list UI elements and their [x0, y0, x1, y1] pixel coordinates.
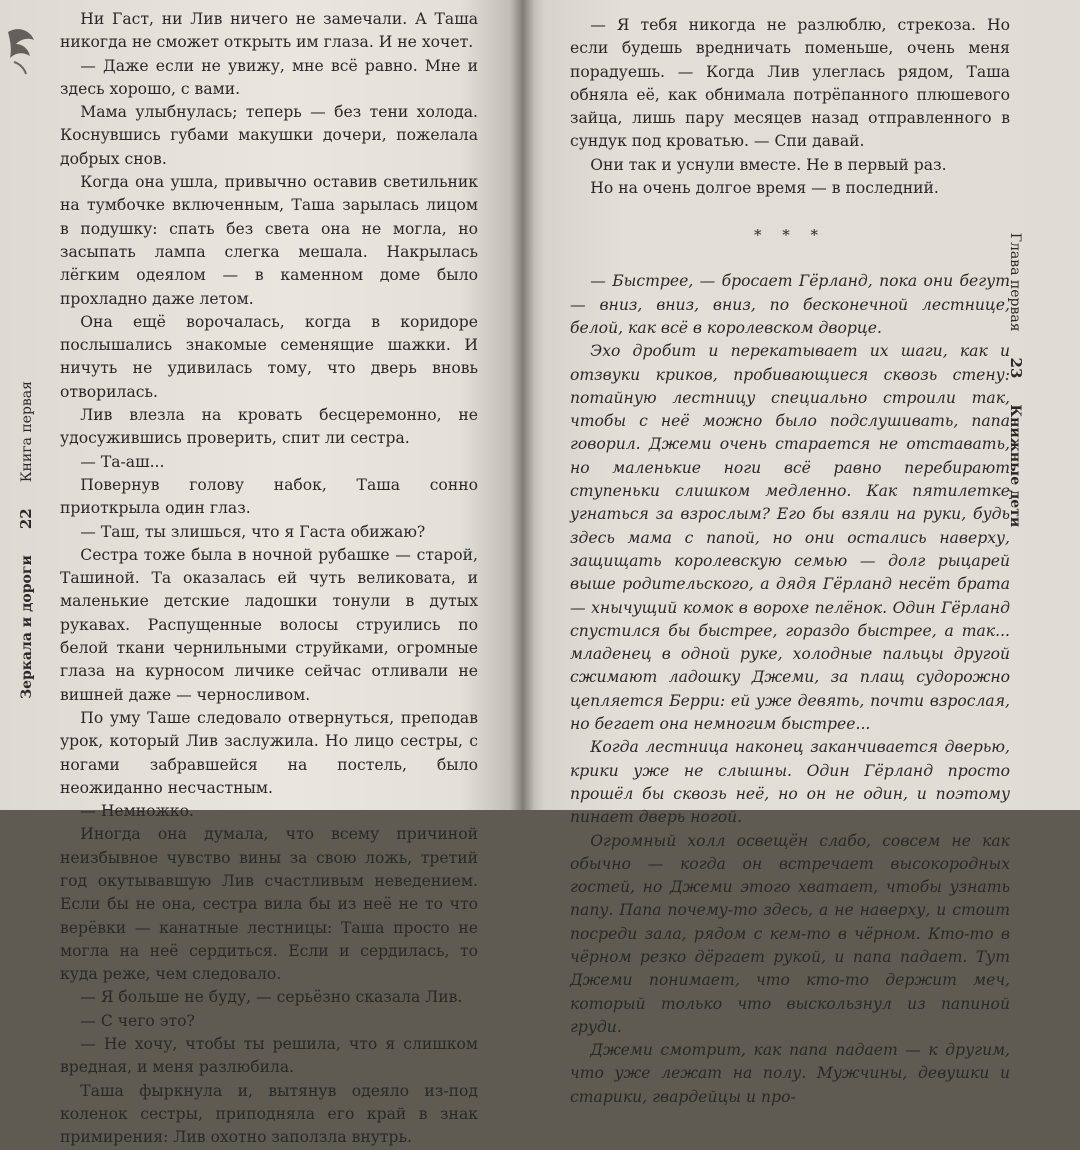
- paragraph: — Таш, ты злишься, что я Гаста обижаю?: [80, 522, 426, 541]
- paragraph: Повернув голову набок, Таша сонно приоткрыла один глаз.: [60, 475, 478, 518]
- left-page-number: 22: [17, 508, 35, 530]
- section-separator: * * *: [753, 226, 827, 245]
- paragraph: Когда она ушла, привычно оставив светильник на тумбочке включенным, Таша зарылась лицом в подушку: спать без света она не могла, но засыпать лампа слегка мешала. Накрылась лёгким одеялом — в каменном доме было прохладно даже летом.: [60, 173, 478, 308]
- paragraph: — Та-аш...: [80, 452, 165, 471]
- left-page: [0, 0, 522, 1147]
- paragraph: — Я тебя никогда не разлюблю, стрекоза. Но если будешь вредничать поменьше, очень меня порадуешь. — Когда Лив улеглась рядом, Таша обняла её, как обнимала потрёпанного плюшевого зайца, лишь пару месяцев назад отправленного в сундук под кроватью. — Спи давай.: [570, 16, 1010, 151]
- right-running-head: [1007, 233, 1025, 528]
- italic-paragraph: — Быстрее, — бросает Гёрланд, пока они бегут — вниз, вниз, вниз, по бесконечной лестнице, белой, как всё в королевском дворце.: [570, 272, 1010, 337]
- left-running-title: Зеркала и дороги: [19, 555, 35, 699]
- paragraph: — Я больше не буду, — серьёзно сказала Лив.: [80, 988, 463, 1007]
- book-gutter: [510, 0, 534, 810]
- paragraph: Сестра тоже была в ночной рубашке — старой, Ташиной. Та оказалась ей чуть великовата, и маленькие детские ладошки тонули в дутых рукавах. Распущенные волосы струились по белой ткани чернильными струйками, огромные глаза на курносом личике сейчас отливали не вишней даже — черносливом.: [60, 545, 478, 704]
- paragraph: Они так и уснули вместе. Не в первый раз.: [590, 155, 947, 174]
- right-page-text: [570, 14, 1010, 1109]
- paragraph: — Даже если не увижу, мне всё равно. Мне и здесь хорошо, с вами.: [60, 56, 478, 98]
- paragraph: — Немножко.: [80, 802, 194, 821]
- italic-paragraph: Эхо дробит и перекатывает их шаги, как и отзвуки криков, пробивающиеся сквозь стену: потайную лестницу специально строили так, чтобы с неё можно было подслушивать, папа говорил. Джеми очень старается не отставать, но маленькие ноги всё равно перебирают ступеньки слишком медленно. Как пятилетке угнаться за взрослым? Его бы взяли на руки, будь здесь мама с папой, но они остались наверху, защищать королевскую семью — долг рыцарей выше родительского, а дядя Гёрланд несёт брата — хнычущий комок в ворохе пелёнок. Один Гёрланд спустился бы быстрее, гораздо быстрее, а так... младенец в одной руке, холодные пальцы другой сжимают ладошку Джеми, за плащ судорожно цепляется Берри: ей уже девять, почти взрослая, но бегает она немногим быстрее...: [570, 342, 1010, 734]
- left-running-subtitle: Книга первая: [19, 381, 35, 483]
- right-running-title: Книжные дети: [1007, 404, 1023, 528]
- paragraph: Ни Гаст, ни Лив ничего не замечали. А Таша никогда не сможет открыть им глаза. И не хочет.: [60, 10, 478, 52]
- paragraph: Лив влезла на кровать бесцеремонно, не удосужившись проверить, спит ли сестра.: [60, 406, 478, 448]
- paragraph: — Не хочу, чтобы ты решила, что я слишком вредная, и меня разлюбила.: [60, 1035, 478, 1077]
- paragraph: По уму Таше следовало отвернуться, преподав урок, который Лив заслужила. Но лицо сестры, с ногами забравшейся на постель, было неожиданно несчастным.: [60, 708, 478, 797]
- italic-paragraph: Джеми смотрит, как папа падает — к другим, что уже лежат на полу. Мужчины, девушки и старики, гвардейцы и про-: [570, 1041, 1010, 1106]
- publisher-emblem-icon: [4, 18, 40, 78]
- paragraph: — С чего это?: [80, 1011, 195, 1030]
- left-running-head: [17, 381, 35, 699]
- italic-paragraph: Огромный холл освещён слабо, совсем не как обычно — когда он встречает высокородных гостей, но Джеми этого хватает, чтобы узнать папу. Папа почему-то здесь, а не наверху, и стоит посреди зала, рядом с кем-то в чёрном. Кто-то в чёрном резко дёргает рукой, и папа падает. Тут Джеми понимает, что кто-то держит меч, который только что выскользнул из папиной груди.: [570, 831, 1010, 1036]
- paragraph: Таша фыркнула и, вытянув одеяло из-под коленок сестры, приподняла его край в знак примирения: Лив охотно заползла внутрь.: [60, 1081, 478, 1147]
- paragraph: Мама улыбнулась; теперь — без тени холода. Коснувшись губами макушки дочери, пожелала добрых снов.: [60, 103, 478, 168]
- paragraph: Она ещё ворочалась, когда в коридоре послышались знакомые семенящие шажки. И ничуть не удивилась тому, что дверь вновь отворилась.: [60, 312, 478, 401]
- right-running-subtitle: Глава первая: [1007, 232, 1023, 332]
- right-page-number: 23: [1007, 357, 1025, 379]
- paragraph: Иногда она думала, что всему причиной неизбывное чувство вины за свою ложь, третий год окутывавшую Лив счастливым неведением. Если бы не она, сестра вила бы из неё не то что верёвки — канатные лестницы: Таша просто не могла на неё сердиться. Если и сердилась, то куда реже, чем следовало.: [60, 825, 478, 984]
- italic-paragraph: Когда лестница наконец заканчивается дверью, крики уже не слышны. Один Гёрланд просто прошёл бы сквозь неё, но он не один, и поэтому пинает дверь ногой.: [570, 738, 1010, 827]
- left-page-text: [60, 8, 478, 1150]
- right-page: [522, 0, 1080, 1106]
- paragraph: Но на очень долгое время — в последний.: [590, 179, 939, 198]
